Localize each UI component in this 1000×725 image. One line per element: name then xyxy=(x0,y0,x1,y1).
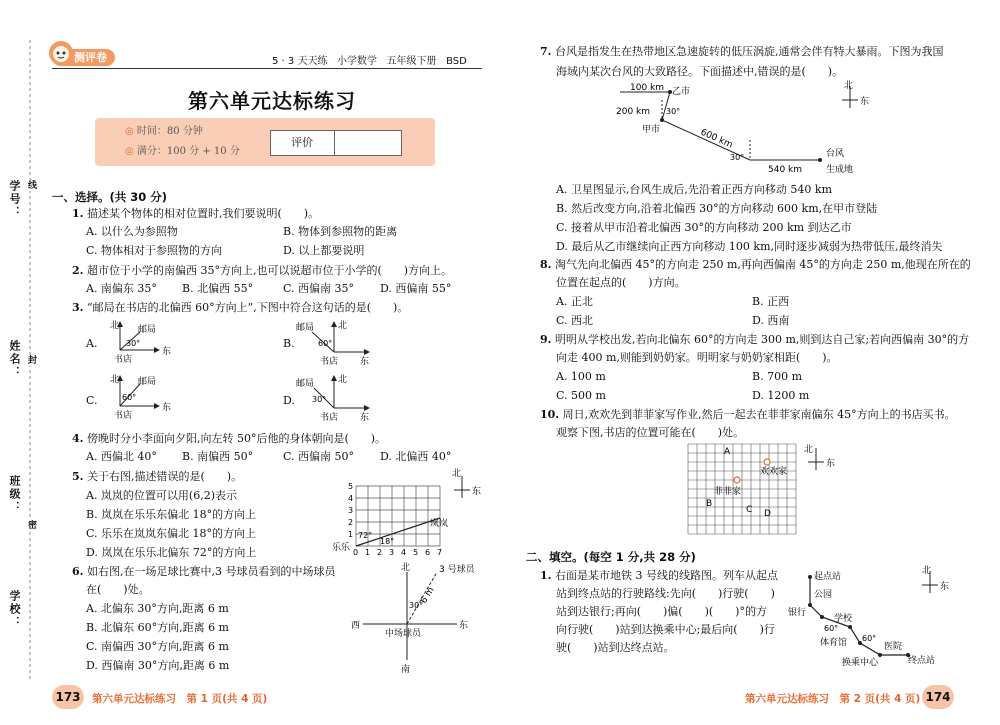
q6-player: 3 号球员 xyxy=(439,565,475,575)
q3d-post: 邮局 xyxy=(296,379,315,389)
header-info xyxy=(272,52,467,67)
q3c-post: 邮局 xyxy=(138,377,157,387)
q7-option-b[interactable]: B. 然后改变方向,沿着北偏西 30°的方向移动 600 km,在甲市登陆 xyxy=(556,202,878,215)
f1-gym: 体育馆 xyxy=(820,638,848,648)
q10-huan: 欢欢家 xyxy=(760,467,788,477)
f1-bank: 银行 xyxy=(788,608,807,618)
header-rule xyxy=(52,68,482,69)
q6-stem xyxy=(72,565,335,579)
q7-text: 台风是指发生在热带地区急速旋转的低压涡旋,通常会伴有特大暴雨。下图为我国 xyxy=(554,45,944,58)
q10-north: 北 xyxy=(804,445,814,455)
q9-stem2: 向走 400 m,则能到奶奶家。明明家与奶奶家相距( )。 xyxy=(556,351,838,364)
q3b-angle: 60° xyxy=(318,339,333,348)
q3c-angle: 60° xyxy=(122,393,137,402)
q5-ytick: 4 xyxy=(348,494,354,503)
q3d-store: 书店 xyxy=(320,413,339,423)
q7-num: 7. xyxy=(540,45,552,58)
f1-east: 东 xyxy=(940,582,950,592)
q2-stem xyxy=(72,264,452,278)
q1-option-c[interactable]: C. 物体相对于参照物的方向 xyxy=(86,244,223,257)
q3b-north: 北 xyxy=(338,321,348,331)
q10-point-c: C xyxy=(746,505,753,515)
q10-stem xyxy=(540,408,956,422)
q7-option-a[interactable]: A. 卫星图显示,台风生成后,先沿着正西方向移动 540 km xyxy=(556,183,833,196)
q3-stem xyxy=(72,301,408,315)
q1-option-d[interactable]: D. 以上都要说明 xyxy=(283,244,365,257)
page-title: 第六单元达标练习 xyxy=(188,89,356,113)
score-info xyxy=(125,145,240,159)
id-label: 学号： xyxy=(8,180,21,219)
q6-option-c[interactable]: C. 南偏西 30°方向,距离 6 m xyxy=(86,640,229,653)
q7-a30-bottom: 30° xyxy=(730,153,745,162)
q7-born: 生成地 xyxy=(826,165,854,175)
q4-option-b[interactable]: B. 南偏西 50° xyxy=(182,450,254,463)
q5-xtick: 6 xyxy=(425,548,431,557)
name-label: 姓名： xyxy=(8,340,21,379)
q3a-angle: 30° xyxy=(126,339,141,348)
q7-d100: 100 km xyxy=(630,83,665,93)
q5-a18: 18° xyxy=(380,537,395,546)
q6-east: 东 xyxy=(459,621,469,631)
q2-text: 超市位于小学的南偏西 35°方向上,也可以说超市位于小学的( )方向上。 xyxy=(86,264,453,277)
q3-text: “邮局在书店的北偏西 60°方向上”,下图中符合这句话的是( )。 xyxy=(86,301,409,314)
f1-line1 xyxy=(540,569,778,583)
q10-fei-dot xyxy=(734,477,740,483)
time-info xyxy=(125,125,203,139)
q10-grid xyxy=(688,444,796,534)
score-text: 满分：100 分 + 10 分 xyxy=(136,146,240,157)
f1-line5: 驶( )站到达终点站。 xyxy=(556,641,675,654)
school-label: 学校： xyxy=(8,590,21,629)
q3d-east: 东 xyxy=(360,413,370,423)
f1-north: 北 xyxy=(922,566,932,576)
q10-point-b: B xyxy=(706,499,713,509)
f1-line3: 站到达银行;再向( )偏( )( )°的方 xyxy=(556,605,767,618)
line-mark: 线 xyxy=(26,180,36,191)
q8-option-d[interactable]: D. 西南 xyxy=(752,314,790,327)
q6-text: 如右图,在一场足球比赛中,3 号球员看到的中场球员 xyxy=(86,565,336,578)
q6-num: 6. xyxy=(72,565,84,578)
q1-text: 描述某个物体的相对位置时,我们要说明( )。 xyxy=(86,207,320,220)
q5-ytick: 5 xyxy=(348,482,354,491)
right-page-number: 174 xyxy=(922,685,954,709)
eval-divider xyxy=(334,131,335,155)
q8-option-c[interactable]: C. 西北 xyxy=(556,314,594,327)
q9-text: 明明从学校出发,若向北偏东 60°的方向走 300 m,则到达自己家;若向西偏南 30°的方 xyxy=(554,333,970,346)
q5-a72: 72° xyxy=(358,531,373,540)
q2-option-c[interactable]: C. 西偏南 35° xyxy=(283,282,355,295)
right-footer: 第六单元达标练习 第 2 页(共 4 页) xyxy=(745,693,921,705)
q9-option-a[interactable]: A. 100 m xyxy=(556,370,606,383)
f1-angle1: 60° xyxy=(824,624,839,633)
q5-xtick: 3 xyxy=(389,548,395,557)
q3c-store: 书店 xyxy=(114,411,133,421)
q2-option-d[interactable]: D. 西偏南 55° xyxy=(380,282,452,295)
q5-xtick: 4 xyxy=(401,548,407,557)
q9-option-d[interactable]: D. 1200 m xyxy=(752,389,810,402)
mi-mark: 密 xyxy=(26,520,36,531)
q5-east: 东 xyxy=(472,487,482,497)
q5-option-b[interactable]: B. 岚岚在乐乐东偏北 18°的方向上 xyxy=(86,508,257,521)
info-box xyxy=(95,118,435,166)
section2-title: 二、填空。(每空 1 分,共 28 分) xyxy=(526,550,696,564)
q10-point-d: D xyxy=(764,509,771,519)
q1-option-b[interactable]: B. 物体到参照物的距离 xyxy=(283,225,398,238)
q3-diagram-d xyxy=(294,372,374,424)
q5-xtick: 1 xyxy=(365,548,371,557)
q7-typhoon: 台风 xyxy=(826,149,845,159)
q2-num: 2. xyxy=(72,264,84,277)
q3-diagram-a xyxy=(100,318,180,366)
q7-stem xyxy=(540,45,943,59)
q4-option-d[interactable]: D. 北偏西 40° xyxy=(380,450,452,463)
q7-option-d[interactable]: D. 最后从乙市继续向正西方向移动 100 km,同时逐步减弱为热带低压,最终消失 xyxy=(556,240,943,253)
q5-text: 关于右图,描述错误的是( )。 xyxy=(86,470,243,483)
class-label: 班级： xyxy=(8,475,21,514)
q6-dist: 6 m xyxy=(419,585,437,606)
q5-num: 5. xyxy=(72,470,84,483)
q9-num: 9. xyxy=(540,333,552,346)
left-page-number: 173 xyxy=(52,685,84,709)
q10-huan-dot xyxy=(764,459,770,465)
q4-text: 傍晚时分小李面向夕阳,向左转 50°后他的身体朝向是( )。 xyxy=(86,432,387,445)
q5-option-d[interactable]: D. 岚岚在乐乐北偏东 72°的方向上 xyxy=(86,546,257,559)
q4-stem xyxy=(72,432,386,446)
binding-margin xyxy=(0,40,40,680)
q5-ytick: 3 xyxy=(348,506,354,515)
q5-option-c[interactable]: C. 乐乐在岚岚东偏北 18°的方向上 xyxy=(86,527,257,540)
q7-stem2: 海域内某次台风的大致路径。下面描述中,错误的是( )。 xyxy=(556,65,844,78)
q3d-north: 北 xyxy=(338,375,348,385)
q3b-post: 邮局 xyxy=(296,323,315,333)
q10-fei: 菲菲家 xyxy=(714,487,742,497)
q3-option-a[interactable]: A. xyxy=(86,337,98,350)
q5-ytick: 1 xyxy=(348,530,354,539)
q6-angle: 30° xyxy=(409,601,424,610)
q10-text: 周日,欢欢先到菲菲家写作业,然后一起去在菲菲家南偏东 45°方向上的书店买书。 xyxy=(562,408,956,421)
q7-jia: 甲市 xyxy=(642,125,661,135)
q1-num: 1. xyxy=(72,207,84,220)
seal-mark: 封 xyxy=(26,355,36,366)
left-footer: 第六单元达标练习 第 1 页(共 4 页) xyxy=(92,693,268,705)
q3d-angle: 30° xyxy=(312,395,327,404)
f1-line4: 向行驶( )站到达换乘中心;最后向( )行 xyxy=(556,623,775,636)
q5-xtick: 5 xyxy=(413,548,419,557)
q6-west: 西 xyxy=(351,621,361,631)
time-text: 时间：80 分钟 xyxy=(136,126,203,137)
q8-option-a[interactable]: A. 正北 xyxy=(556,295,593,308)
q1-stem xyxy=(72,207,319,221)
q2-option-b[interactable]: B. 北偏西 55° xyxy=(182,282,254,295)
q10-stem2: 观察下图,书店的位置可能在( )处。 xyxy=(556,426,745,439)
q8-stem xyxy=(540,258,971,272)
q7-option-c[interactable]: C. 接着从甲市沿着北偏西 30°的方向移动 200 km 到达乙市 xyxy=(556,221,852,234)
q4-option-a[interactable]: A. 西偏北 40° xyxy=(86,450,157,463)
q6-option-b[interactable]: B. 北偏东 60°方向,距离 6 m xyxy=(86,621,229,634)
f1-l1: 右面是某市地铁 3 号线的线路图。列车从起点 xyxy=(554,569,778,582)
q3-option-d[interactable]: D. xyxy=(283,394,295,407)
badge xyxy=(52,46,115,65)
q7-typhoon-diagram xyxy=(600,80,900,180)
q7-north: 北 xyxy=(844,81,854,91)
subject: 小学数学 xyxy=(337,56,377,67)
q8-option-b[interactable]: B. 正西 xyxy=(752,295,790,308)
q9-stem xyxy=(540,333,969,347)
q3a-east: 东 xyxy=(162,347,172,357)
q5-xtick: 7 xyxy=(437,548,443,557)
q9-option-b[interactable]: B. 700 m xyxy=(752,370,802,383)
q7-yi: 乙市 xyxy=(672,87,691,97)
q2-option-a[interactable]: A. 南偏东 35° xyxy=(86,282,157,295)
q6-option-a[interactable]: A. 北偏东 30°方向,距离 6 m xyxy=(86,602,229,615)
q7-d200: 200 km xyxy=(616,107,651,117)
q6-stem2: 在( )处。 xyxy=(86,583,150,596)
eval-label: 评价 xyxy=(291,136,313,149)
q3c-east: 东 xyxy=(162,403,172,413)
q8-num: 8. xyxy=(540,258,552,271)
q9-option-c[interactable]: C. 500 m xyxy=(556,389,606,402)
q5-xtick: 0 xyxy=(353,548,359,557)
q3-num: 3. xyxy=(72,301,84,314)
q6-mid: 中场球员 xyxy=(385,629,422,639)
f1-start: 起点站 xyxy=(814,572,842,582)
q5-xtick: 2 xyxy=(377,548,383,557)
q3b-store: 书店 xyxy=(320,357,339,366)
q3-option-c[interactable]: C. xyxy=(86,394,98,407)
q5-lanlan: 岚岚 xyxy=(430,519,449,529)
q3-diagram-c xyxy=(100,372,180,424)
grade: 五年级下册 xyxy=(386,56,437,67)
f1-num: 1. xyxy=(540,569,552,582)
q7-d600: 600 km xyxy=(698,127,734,151)
q5-option-a[interactable]: A. 岚岚的位置可以用(6,2)表示 xyxy=(86,489,238,502)
q3b-east: 东 xyxy=(360,357,370,366)
q3c-north: 北 xyxy=(110,375,120,385)
mascot-icon xyxy=(48,40,74,66)
q6-option-d[interactable]: D. 西偏南 30°方向,距离 6 m xyxy=(86,659,230,672)
q3-option-b[interactable]: B. xyxy=(283,337,295,350)
q5-ytick: 2 xyxy=(348,518,354,527)
edition: BSD xyxy=(446,56,467,67)
q10-east: 东 xyxy=(826,459,836,469)
series-name: 5 · 3 天天练 xyxy=(272,56,328,67)
q6-south: 南 xyxy=(401,665,411,675)
q5-grid-diagram xyxy=(330,468,490,558)
q5-north: 北 xyxy=(452,469,462,479)
q6-north: 北 xyxy=(401,563,411,573)
f1-end: 终点站 xyxy=(908,656,936,666)
q10-num: 10. xyxy=(540,408,560,421)
f1-school: 学校 xyxy=(834,614,853,624)
q7-east: 东 xyxy=(860,97,870,107)
eval-box[interactable] xyxy=(270,130,402,156)
q10-grid-diagram xyxy=(680,440,840,540)
f1-line2: 站到终点站的行驶路线:先向( )行驶( ) xyxy=(556,587,775,600)
f1-transfer: 换乘中心 xyxy=(842,658,879,668)
q3a-store: 书店 xyxy=(114,355,133,365)
q3a-post: 邮局 xyxy=(138,325,157,335)
q10-point-a: A xyxy=(724,447,731,457)
q5-lele: 乐乐 xyxy=(332,543,351,553)
badge-label: 测评卷 xyxy=(52,49,115,66)
f1-angle2: 60° xyxy=(862,634,877,643)
q6-field-diagram xyxy=(345,560,485,675)
q5-stem xyxy=(72,470,242,484)
q4-num: 4. xyxy=(72,432,84,445)
section1-title: 一、选择。(共 30 分) xyxy=(52,190,168,204)
f1-hospital: 医院 xyxy=(884,642,903,652)
check-icon: ◎ xyxy=(125,146,134,157)
q5-grid xyxy=(348,482,442,557)
f1-subway-diagram xyxy=(780,565,980,673)
q3a-north: 北 xyxy=(110,321,120,331)
q4-option-c[interactable]: C. 西偏南 50° xyxy=(283,450,355,463)
q7-a30-top: 30° xyxy=(666,107,681,116)
q1-option-a[interactable]: A. 以什么为参照物 xyxy=(86,225,178,238)
q8-stem2: 位置在起点的( )方向。 xyxy=(556,276,686,289)
q8-text: 淘气先向北偏西 45°的方向走 250 m,再向西偏南 45°的方向走 250 m,他现在所在的 xyxy=(554,258,971,271)
q7-d540: 540 km xyxy=(768,165,803,175)
f1-park: 公园 xyxy=(814,590,833,600)
clock-icon: ◎ xyxy=(125,126,134,137)
q3-diagram-b xyxy=(294,318,374,366)
